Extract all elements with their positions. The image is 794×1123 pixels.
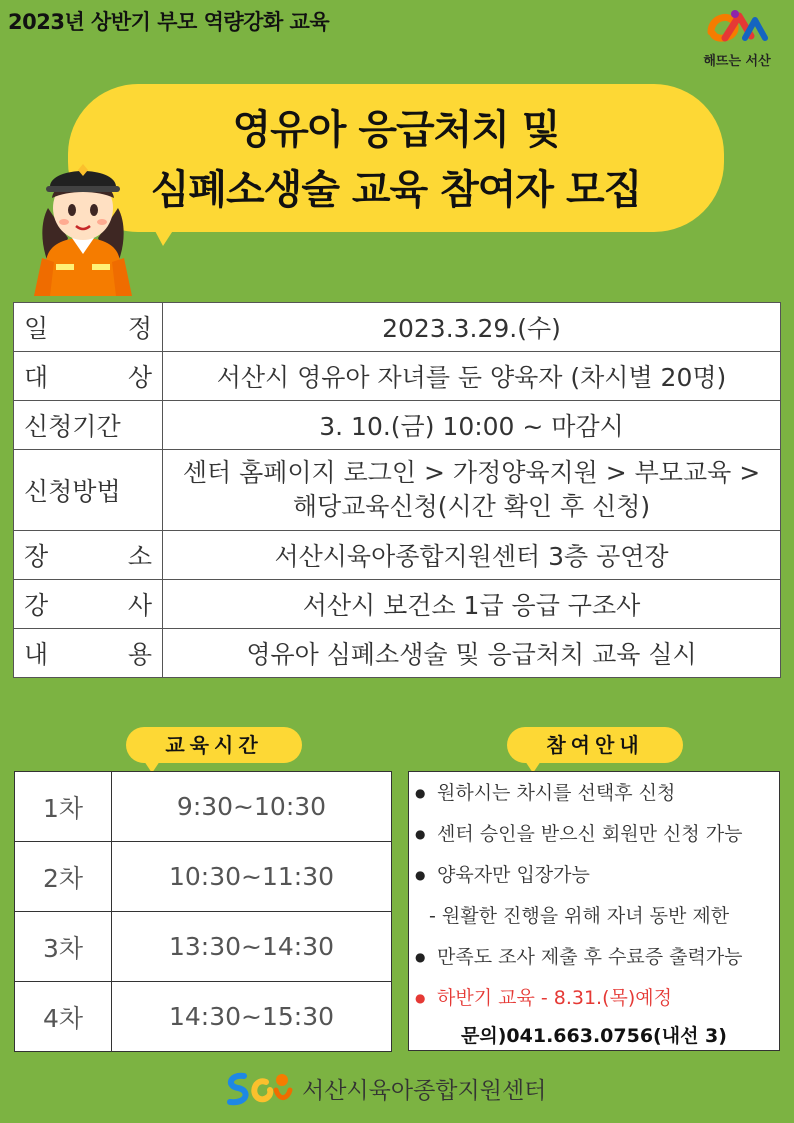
info-row-content	[14, 629, 781, 678]
info-row-instructor	[14, 580, 781, 629]
session-number: 1차	[15, 772, 112, 842]
headline-line-2: 심폐소생술 교육 참여자 모집	[150, 167, 642, 213]
guide-item: ● 만족도 조사 제출 후 수료증 출력가능	[415, 941, 779, 982]
info-key: 일 정	[14, 303, 163, 352]
center-logo-icon	[222, 1068, 294, 1108]
session-time: 14:30~15:30	[112, 982, 392, 1052]
footer-org-name: 서산시육아종합지원센터	[302, 1077, 547, 1104]
session-time: 9:30~10:30	[112, 772, 392, 842]
session-number: 3차	[15, 912, 112, 982]
info-value: 2023.3.29.(수)	[163, 303, 781, 352]
schedule-row	[15, 912, 392, 982]
guide-item: ● 양육자만 입장가능	[415, 859, 779, 900]
info-key: 대 상	[14, 352, 163, 401]
info-value: 서산시 영유아 자녀를 둔 양육자 (차시별 20명)	[163, 352, 781, 401]
session-time: 13:30~14:30	[112, 912, 392, 982]
info-key: 신청기간	[14, 401, 163, 450]
info-key: 내 용	[14, 629, 163, 678]
info-key: 강 사	[14, 580, 163, 629]
schedule-label: 교육시간	[126, 727, 302, 763]
schedule-table	[14, 771, 392, 1052]
footer	[222, 1068, 546, 1108]
participation-guide-box	[408, 771, 780, 1051]
schedule-row	[15, 842, 392, 912]
seosan-city-logo-icon	[705, 8, 769, 48]
info-row-date	[14, 303, 781, 352]
info-value: 서산시 보건소 1급 응급 구조사	[163, 580, 781, 629]
info-row-target	[14, 352, 781, 401]
guide-label: 참여안내	[507, 727, 683, 763]
city-logo	[692, 8, 782, 69]
guide-list	[409, 772, 779, 1023]
info-value: 센터 홈페이지 로그인 > 가정양육지원 > 부모교육 > 해당교육신청(시간 확인 후 신청)	[163, 450, 781, 531]
firefighter-mascot-icon	[28, 146, 138, 296]
headline-bubble-tail	[145, 212, 185, 246]
info-key: 장 소	[14, 531, 163, 580]
guide-sub-item: - 원활한 진행을 위해 자녀 동반 제한	[429, 905, 730, 927]
info-row-application-period	[14, 401, 781, 450]
info-value: 영유아 심폐소생술 및 응급처치 교육 실시	[163, 629, 781, 678]
guide-item: ● 센터 승인을 받으신 회원만 신청 가능	[415, 818, 779, 859]
schedule-row	[15, 982, 392, 1052]
guide-item: ● 원하시는 차시를 선택후 신청	[415, 777, 779, 818]
page-top-title: 2023년 상반기 부모 역량강화 교육	[8, 10, 330, 34]
info-key: 신청방법	[14, 450, 163, 531]
city-logo-text: 해뜨는 서산	[703, 54, 771, 69]
session-number: 2차	[15, 842, 112, 912]
contact-info: 문의)041.663.0756(내선 3)	[461, 1025, 727, 1047]
info-row-location	[14, 531, 781, 580]
headline-line-1: 영유아 응급처치 및	[232, 107, 560, 153]
schedule-row	[15, 772, 392, 842]
info-row-application-method	[14, 450, 781, 531]
info-value: 3. 10.(금) 10:00 ~ 마감시	[163, 401, 781, 450]
guide-item-highlight: ● 하반기 교육 - 8.31.(목)예정	[415, 982, 779, 1023]
info-value: 서산시육아종합지원센터 3층 공연장	[163, 531, 781, 580]
event-info-table	[13, 302, 781, 678]
session-time: 10:30~11:30	[112, 842, 392, 912]
session-number: 4차	[15, 982, 112, 1052]
